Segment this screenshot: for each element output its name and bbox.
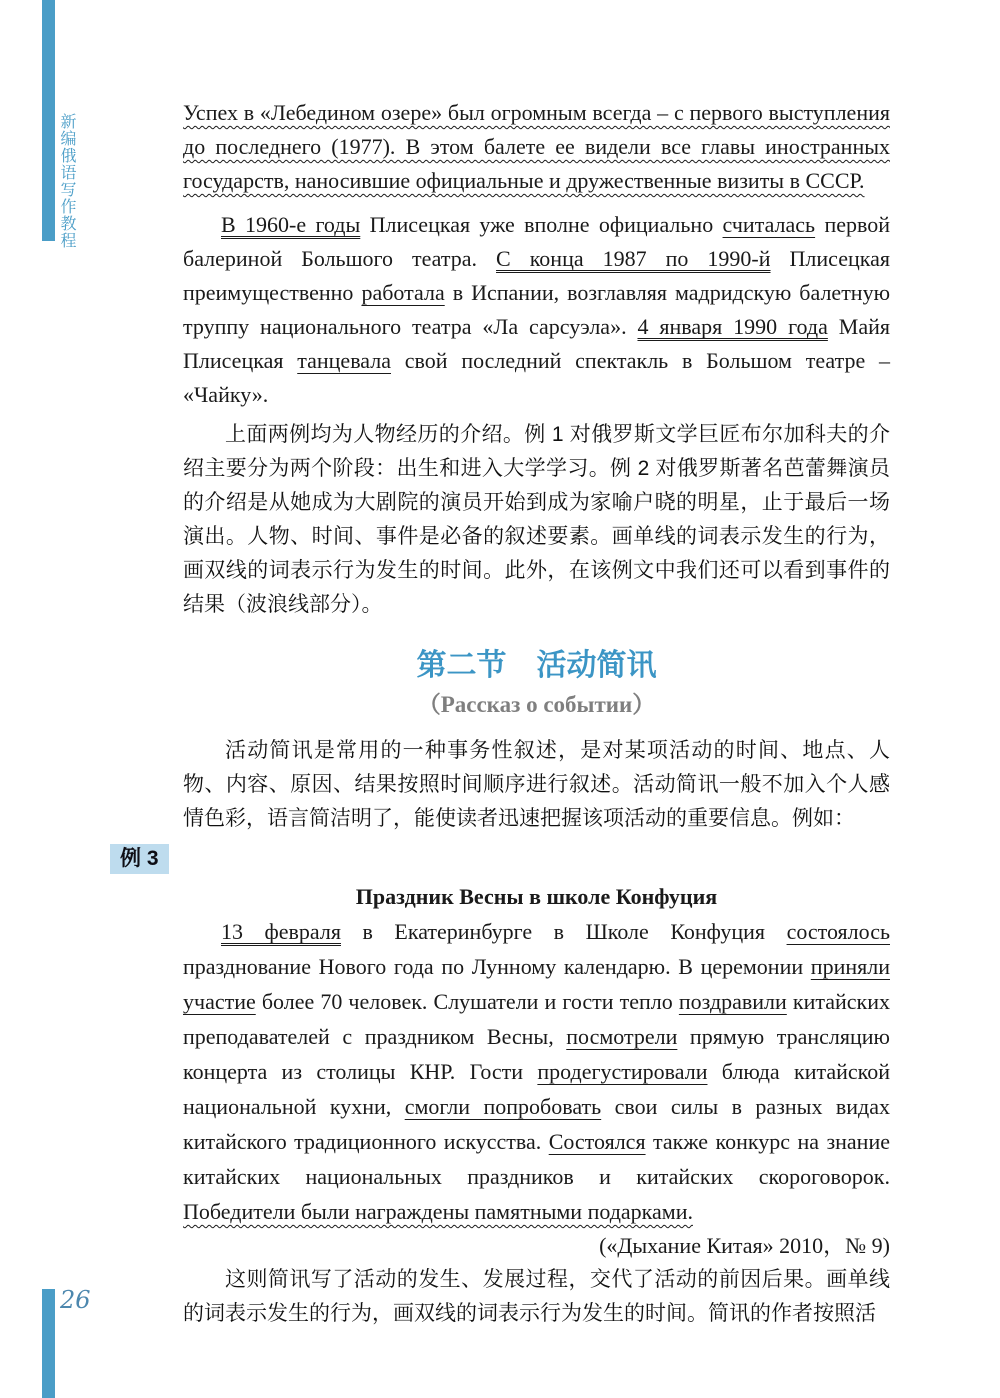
marked-text-wavy: Победители были награждены памятными подарками. xyxy=(183,1199,693,1224)
marked-text-double: 13 февраля xyxy=(221,919,341,944)
marked-text-single: танцевала xyxy=(297,348,391,373)
plain-text: также конкурс на знание китайских национальных праздников и китайских скороговорок. xyxy=(183,1129,890,1189)
plain-text: блюда китайской национальной кухни, xyxy=(183,1059,890,1119)
marked-text-single: состоялось xyxy=(786,919,890,944)
marked-text-double: 4 января 1990 года xyxy=(637,314,828,339)
plain-text: Плисецкая уже вполне официально xyxy=(360,212,723,237)
plain-text: в Екатеринбурге в Школе Конфуция xyxy=(340,919,787,944)
spine-bar-bottom xyxy=(42,1289,55,1398)
page-content xyxy=(120,96,891,1331)
example-badge-row xyxy=(110,844,890,874)
page-number: 26 xyxy=(60,1286,91,1314)
paragraph-zh-analysis: 上面两例均为人物经历的介绍。例 1 对俄罗斯文学巨匠布尔加科夫的介绍主要分为两个阶段：出生和进入大学学习。例 2 对俄罗斯著名芭蕾舞演员的介绍是从她成为大剧院的演员开始到成为家喻户晓的明星，止于最后一场演出。人物、时间、事件是必备的叙述要素。画单线的词表示发生的行为，画双线的词表示行为发生的时间。此外，在该例文中我们还可以看到事件的结果（波浪线部分）。 xyxy=(183,423,890,616)
example-title: Праздник Весны в школе Конфуция xyxy=(355,884,718,909)
plain-text: более 70 человек. Слушатели и гости тепло xyxy=(255,989,679,1014)
plain-text: Майя Плисецкая xyxy=(183,314,890,373)
example-body xyxy=(183,914,890,1229)
marked-text-double: В 1960-е годы xyxy=(221,212,361,237)
plain-text: в Испании, возглавляя мадридскую балетную труппу национального театра «Ла сарсуэла». xyxy=(183,280,891,339)
example-badge: 例 3 xyxy=(110,844,169,874)
paragraph-swan-lake xyxy=(183,96,890,198)
marked-text-single: поздравили xyxy=(678,989,787,1014)
marked-text-single: продегустировали xyxy=(537,1059,708,1084)
paragraph-zh-conclusion: 这则简讯写了活动的发生、发展过程，交代了活动的前因后果。画单线的词表示发生的行为，画双线的词表示行为发生的时间。简讯的作者按照活 xyxy=(183,1268,890,1325)
section-subtitle: （Рассказ о событии） xyxy=(417,692,656,717)
marked-text-single: смогли попробовать xyxy=(404,1094,602,1119)
spine-bar-top xyxy=(42,0,55,241)
plain-text: свои силы в разных видах китайского традиционного искусства. xyxy=(183,1094,891,1154)
marked-text-single: приняли участие xyxy=(183,954,890,1014)
marked-text-single: работала xyxy=(361,280,445,305)
book-spine-title: 新编俄语写作教程 xyxy=(58,113,75,249)
plain-text: прямую трансляцию концерта из столицы КНР. Гости xyxy=(183,1024,890,1084)
marked-text-single: Состоялся xyxy=(548,1129,646,1154)
plain-text: первой балериной Большого театра. xyxy=(183,212,890,271)
plain-text: Плисецкая преимущественно xyxy=(183,246,890,305)
paragraph-plisetskaya xyxy=(183,208,890,412)
marked-text-single: считалась xyxy=(722,212,816,237)
marked-text-wavy: Успех в «Лебедином озере» был огромным всегда – с первого выступления до последнего (1977). В этом балете ее видели все главы иностранных государств, наносившие официальные и дружественные визиты в СССР. xyxy=(183,100,890,193)
plain-text: китайских преподавателей с праздником Весны, xyxy=(183,989,891,1049)
plain-text: празднование Нового года по Лунному календарю. В церемонии xyxy=(183,954,811,979)
marked-text-single: посмотрели xyxy=(566,1024,678,1049)
marked-text-double: С конца 1987 по 1990-й xyxy=(496,246,771,271)
paragraph-zh-intro: 活动简讯是常用的一种事务性叙述，是对某项活动的时间、地点、人物、内容、原因、结果按照时间顺序进行叙述。活动简讯一般不加入个人感情色彩，语言简洁明了，能使读者迅速把握该项活动的重要信息。例如： xyxy=(183,739,890,830)
citation-line: («Дыхание Китая» 2010，№ 9) xyxy=(599,1233,890,1258)
section-title: 第二节 活动简讯 xyxy=(416,649,657,682)
plain-text: свой последний спектакль в Большом театре – «Чайку». xyxy=(183,348,890,407)
